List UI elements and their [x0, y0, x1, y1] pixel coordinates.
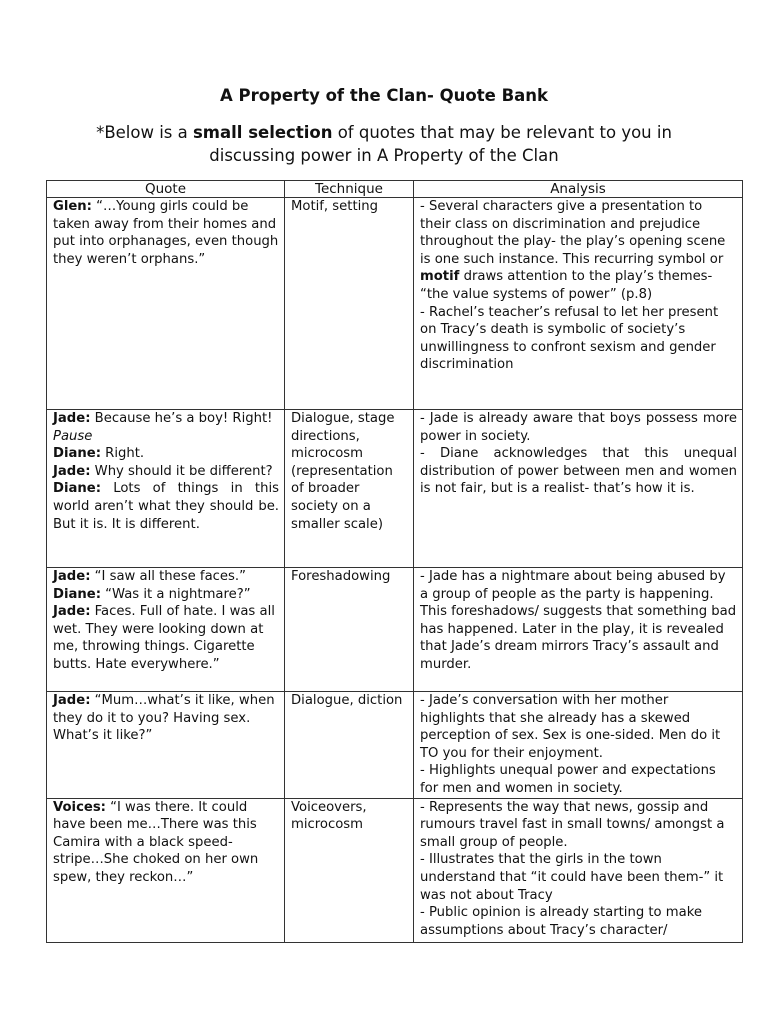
table-row — [47, 568, 743, 692]
analysis-cell — [414, 410, 743, 568]
analysis-point: - Jade is already aware that boys possess more power in society. — [420, 411, 737, 444]
intro-paragraph — [60, 121, 708, 167]
table-row — [47, 410, 743, 568]
speaker-label: Jade: — [53, 411, 91, 426]
quote-cell — [47, 568, 285, 692]
technique-cell: Dialogue, diction — [285, 692, 414, 799]
header-technique: Technique — [285, 181, 414, 198]
dialogue-line — [53, 586, 279, 604]
quote-cell — [47, 692, 285, 799]
quote-text: Faces. Full of hate. I was all wet. They were looking down at me, throwing things. Cigarette butts. Hate everywhere.” — [53, 604, 275, 672]
analysis-point: - Represents the way that news, gossip and rumours travel fast in small towns/ amongst a small group of people. — [420, 799, 725, 850]
technique-cell: Dialogue, stage directions, microcosm (representation of broader society on a smaller scale) — [285, 410, 414, 568]
quote-text: “Was it a nightmare?” — [100, 586, 251, 602]
dialogue-line — [53, 480, 279, 533]
dialogue-line — [53, 445, 279, 463]
quote-text: Right. — [100, 446, 145, 462]
quote-cell — [47, 798, 285, 942]
speaker-label: Voices: — [53, 799, 106, 815]
header-analysis: Analysis — [414, 181, 743, 198]
intro-text-end: of quotes that may be relevant to you in discussing power in A Property of the Clan — [209, 123, 672, 165]
table-row — [47, 198, 743, 410]
analysis-text: - Several characters give a presentation to their class on discrimination and prejudice throughout the play- the play’s opening scene is one such instance. This recurring symbol or — [420, 199, 726, 267]
quote-bank-table — [46, 180, 743, 943]
quote-cell — [47, 410, 285, 568]
dialogue-line — [53, 410, 279, 428]
analysis-cell — [414, 568, 743, 692]
speaker-label: Diane: — [53, 446, 101, 462]
dialogue-line — [53, 603, 279, 673]
speaker-label: Jade: — [53, 463, 91, 479]
technique-cell: Voiceovers, microcosm — [285, 798, 414, 942]
analysis-keyword: motif — [420, 269, 460, 285]
speaker-label: Diane: — [53, 481, 101, 497]
stage-direction: Pause — [53, 428, 93, 444]
speaker-label: Jade: — [53, 693, 91, 708]
analysis-point: - Public opinion is already starting to make assumptions about Tracy’s character/ — [420, 905, 703, 938]
analysis-cell — [414, 798, 743, 942]
analysis-point: - Jade has a nightmare about being abused by a group of people as the party is happening. This foreshadows/ suggests that something bad has happened. Later in the play, it is revealed that Jade’s dream mirrors Tracy’s assault and murder. — [420, 569, 737, 672]
intro-text-start: *Below is a — [96, 123, 193, 142]
speaker-label: Glen: — [53, 199, 92, 214]
technique-cell: Motif, setting — [285, 198, 414, 410]
quote-text: Why should it be different? — [90, 463, 273, 479]
analysis-point: - Illustrates that the girls in the town understand that “it could have been them-” it was not about Tracy — [420, 852, 724, 903]
quote-text: “I saw all these faces.” — [90, 569, 246, 584]
header-quote: Quote — [47, 181, 285, 198]
table-row — [47, 692, 743, 799]
dialogue-line — [53, 568, 279, 586]
analysis-point: - Jade’s conversation with her mother highlights that she already has a skewed perception of sex. Sex is one-sided. Men do it TO you for their enjoyment. — [420, 693, 721, 761]
intro-emphasis: small selection — [192, 123, 333, 142]
speaker-label: Jade: — [53, 604, 91, 620]
quote-text: Because he’s a boy! Right! — [90, 411, 273, 426]
analysis-point — [420, 198, 737, 304]
analysis-point: - Diane acknowledges that this unequal distribution of power between men and women is not fair, but is a realist- that’s how it is. — [420, 446, 737, 497]
document-title: A Property of the Clan- Quote Bank — [219, 86, 549, 105]
speaker-label: Jade: — [53, 569, 91, 584]
table-header-row — [47, 181, 743, 198]
speaker-label: Diane: — [53, 586, 101, 602]
table-row — [47, 798, 743, 942]
analysis-text: draws attention to the play’s themes- “the value systems of power” (p.8) — [420, 269, 713, 302]
quote-text: “Mum…what’s it like, when they do it to you? Having sex. What’s it like?” — [53, 693, 275, 744]
analysis-point: - Rachel’s teacher’s refusal to let her present on Tracy’s death is symbolic of society’s unwillingness to confront sexism and gender discrimination — [420, 304, 719, 373]
quote-text: “…Young girls could be taken away from their homes and put into orphanages, even though they weren’t orphans.” — [53, 199, 279, 267]
technique-cell: Foreshadowing — [285, 568, 414, 692]
analysis-cell — [414, 692, 743, 799]
analysis-point: - Highlights unequal power and expectations for men and women in society. — [420, 763, 716, 796]
quote-cell — [47, 198, 285, 410]
dialogue-line — [53, 463, 279, 481]
analysis-cell — [414, 198, 743, 410]
quote-text: Lots of things in this world aren’t what they should be. But it is. It is different. — [53, 481, 279, 532]
quote-text: “I was there. It could have been me…There was this Camira with a black speed-stripe…She choked on her own spew, they reckon…” — [53, 799, 259, 885]
